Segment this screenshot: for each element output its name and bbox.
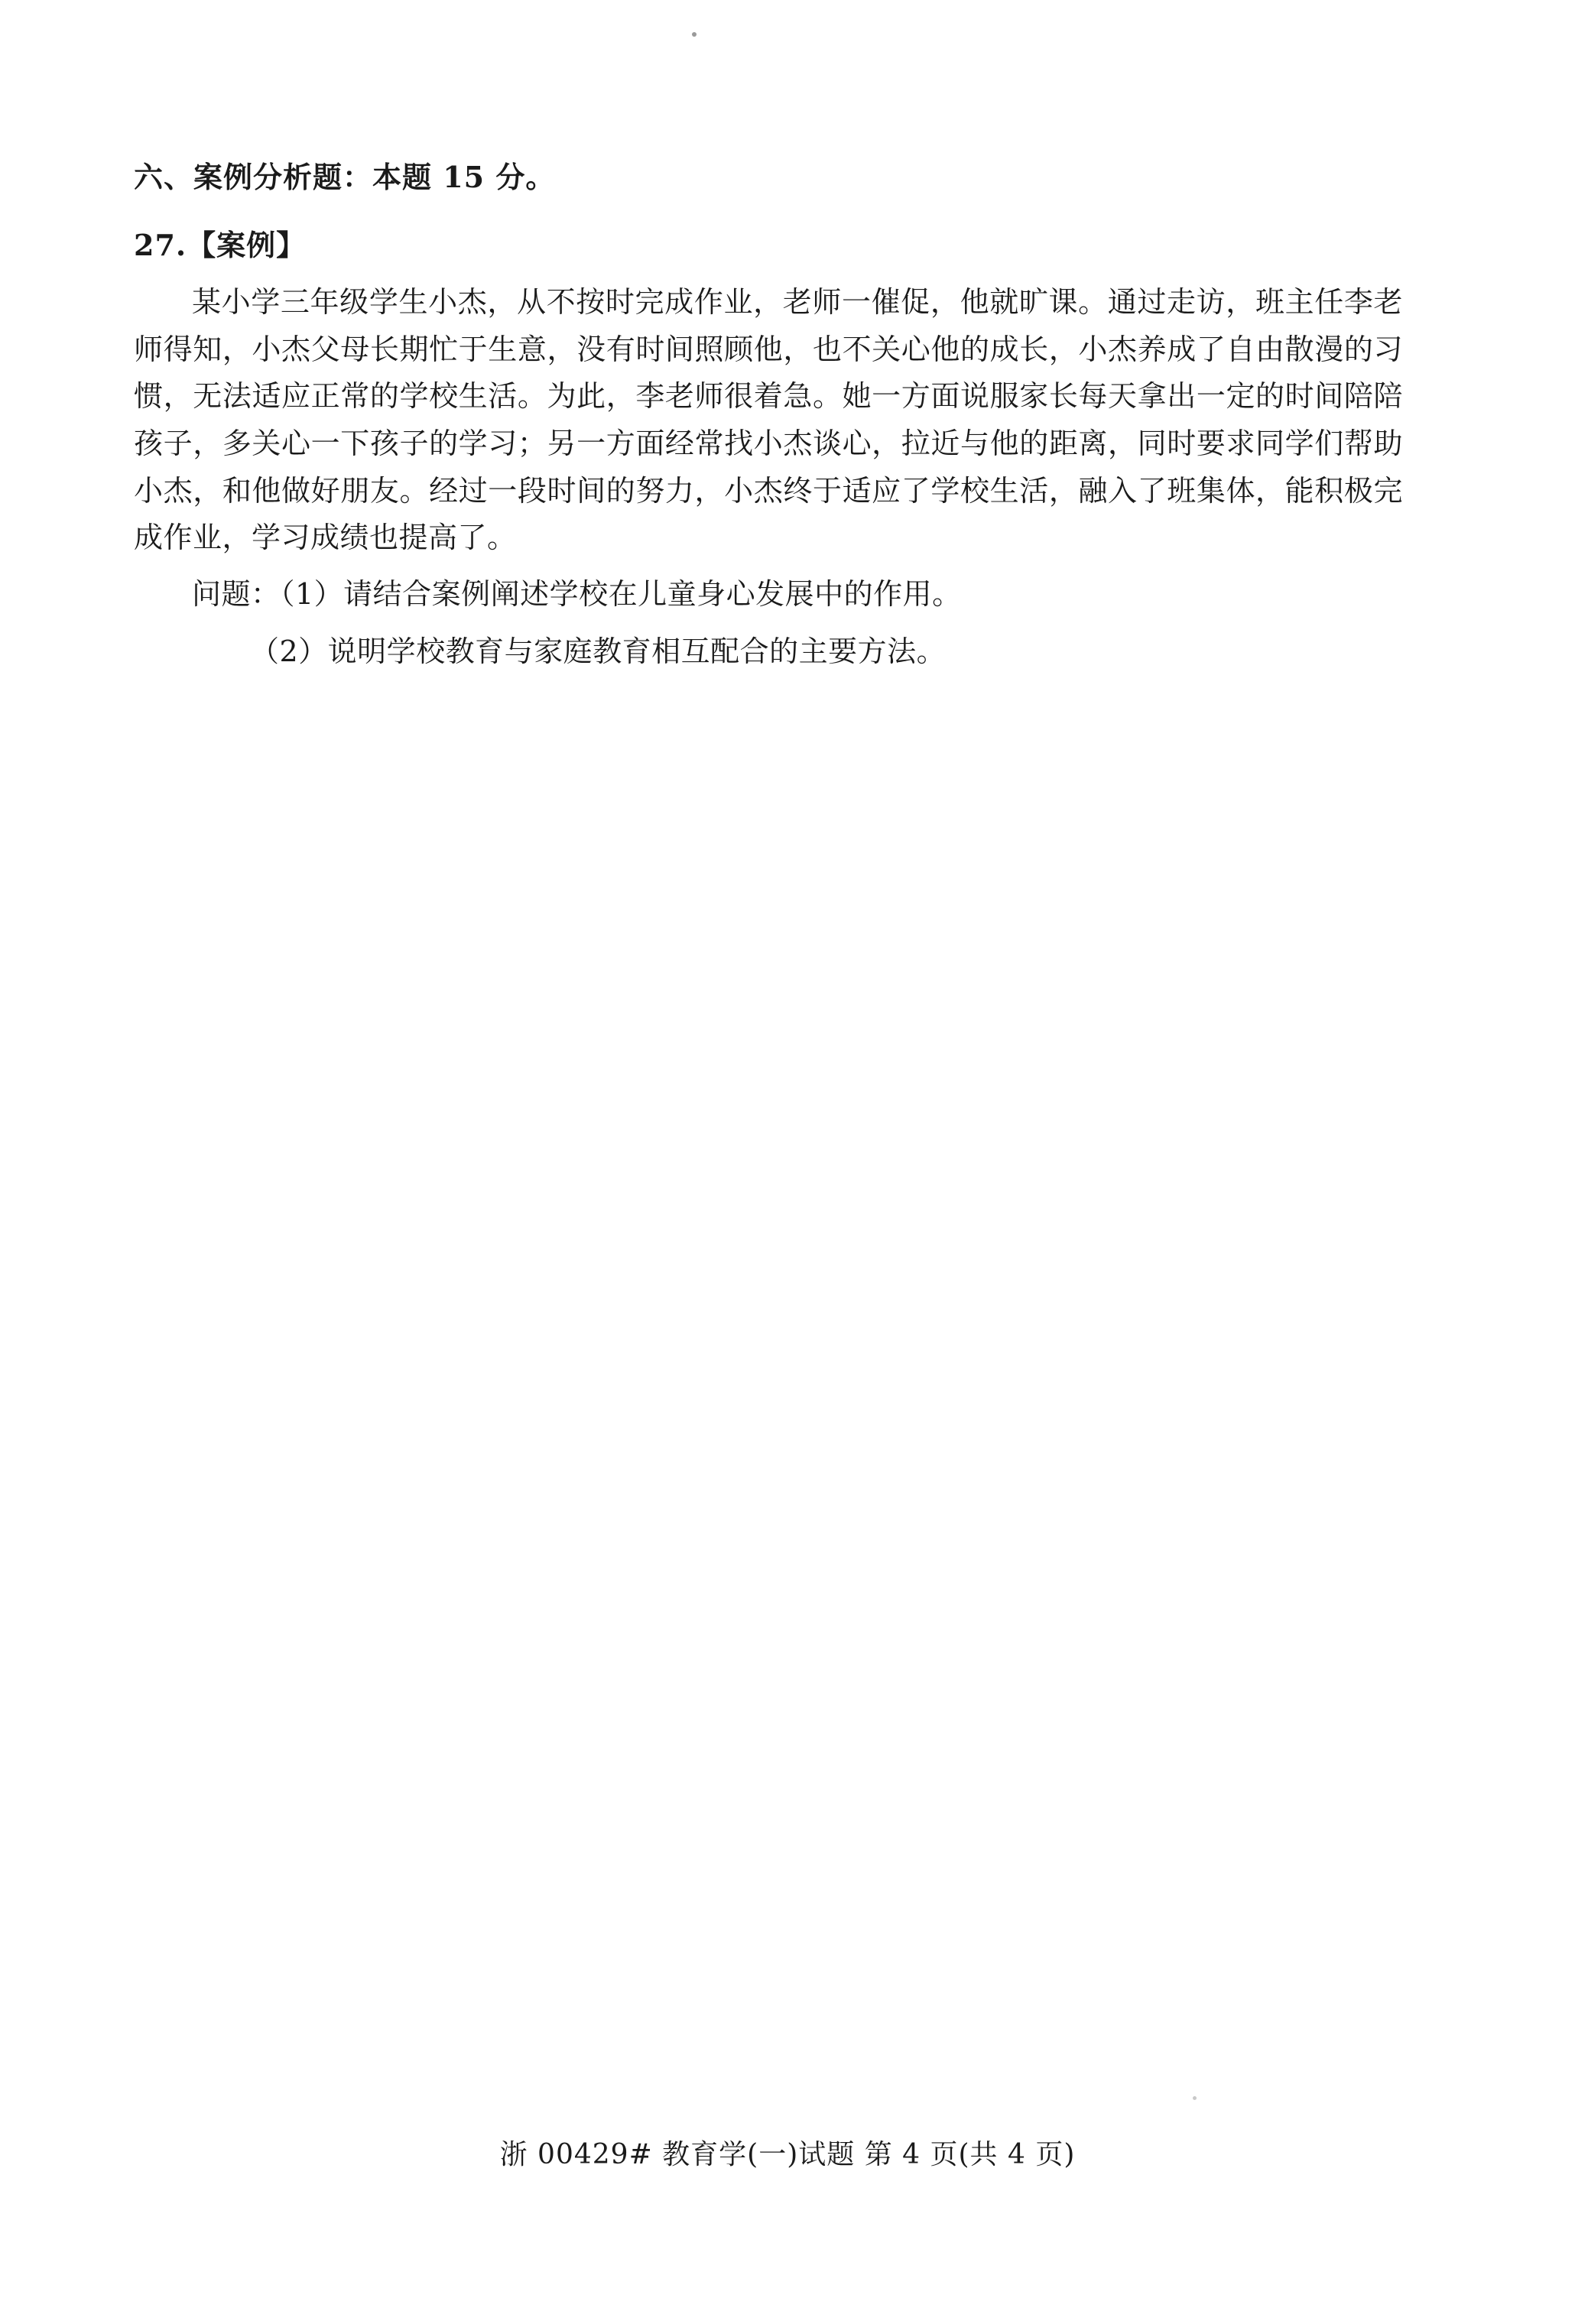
question-item-1: 问题：（1）请结合案例阐述学校在儿童身心发展中的作用。: [192, 576, 962, 611]
question-item-2: （2）说明学校教育与家庭教育相互配合的主要方法。: [250, 635, 947, 669]
question-label: 27.【案例】: [134, 228, 307, 263]
page-top-speck: [692, 32, 697, 37]
section-heading: 六、案例分析题：本题 15 分。: [134, 160, 556, 194]
page-footer: 浙 00429# 教育学(一)试题 第 4 页(共 4 页): [499, 2139, 1076, 2170]
page-content: [134, 157, 1449, 676]
page-bottom-speck: [1193, 2096, 1197, 2100]
case-text: 某小学三年级学生小杰，从不按时完成作业，老师一催促，他就旷课。通过走访，班主任李老师得知，小杰父母长期忙于生意，没有时间照顾他，也不关心他的成长，小杰养成了自由散漫的习惯，无法适应正常的学校生活。为此，李老师很着急。她一方面说服家长每天拿出一定的时间陪陪孩子，多关心一下孩子的学习；另一方面经常找小杰谈心，拉近与他的距离，同时要求同学们帮助小杰，和他做好朋友。经过一段时间的努力，小杰终于适应了学校生活，融入了班集体，能积极完成作业，学习成绩也提高了。: [134, 285, 1403, 555]
